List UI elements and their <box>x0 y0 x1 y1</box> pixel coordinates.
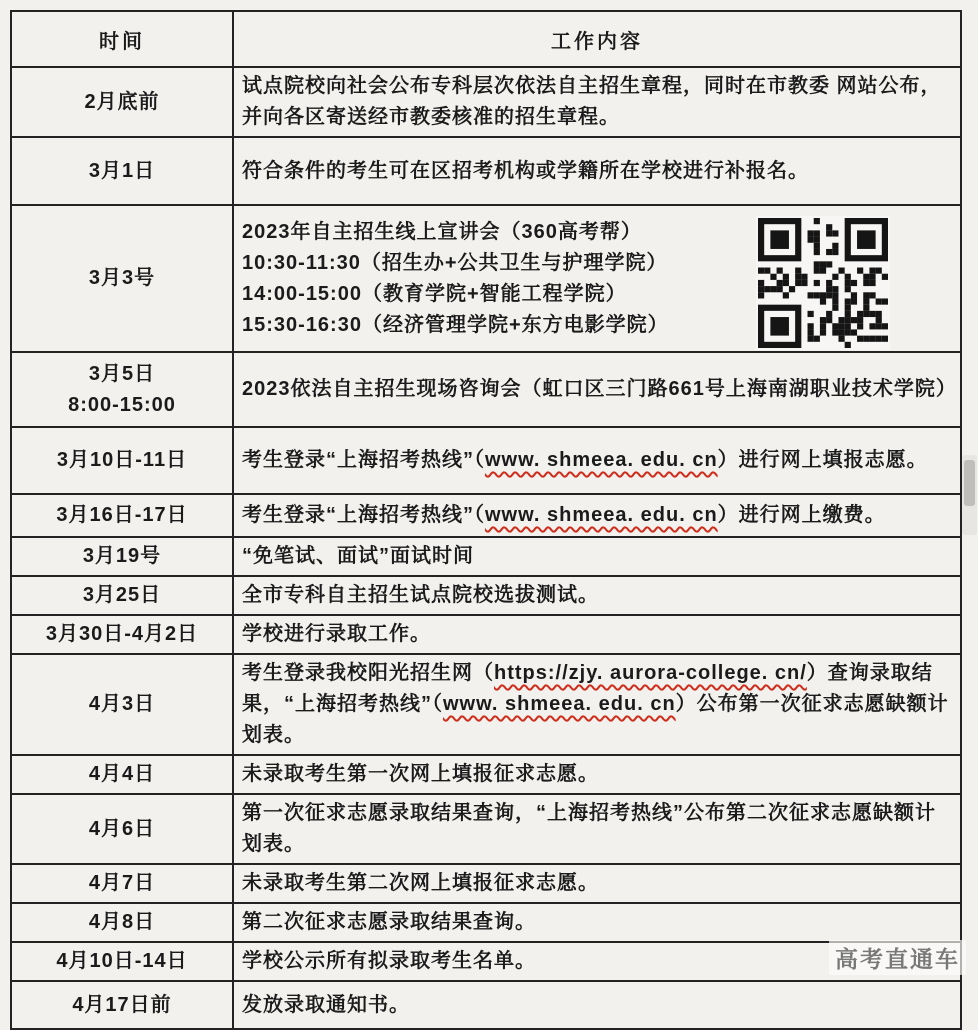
content-text: 考生登录“上海招考热线”（ <box>242 504 485 526</box>
time-line: 4月4日 <box>88 763 156 785</box>
time-cell <box>11 755 233 794</box>
schedule-table <box>10 10 962 1030</box>
table-row <box>11 137 961 205</box>
content-column-header: 工作内容 <box>233 11 961 67</box>
url-text: www. shmeea. edu. cn <box>485 449 718 471</box>
watermark: 高考直通车 <box>829 940 966 975</box>
table-row <box>11 864 961 903</box>
content-line <box>242 907 950 938</box>
time-line: 3月25日 <box>82 584 162 606</box>
table-row <box>11 981 961 1029</box>
time-cell <box>11 137 233 205</box>
content-text: ）查询录取结果，“上海招考热线”（ <box>242 662 933 715</box>
content-text: ）进行网上填报志愿。 <box>717 449 928 471</box>
time-cell <box>11 864 233 903</box>
table-row <box>11 615 961 654</box>
content-text: 符合条件的考生可在区招考机构或学籍所在学校进行补报名。 <box>242 159 809 182</box>
url-text: www. shmeea. edu. cn <box>485 504 718 526</box>
content-cell <box>233 981 961 1029</box>
table-row <box>11 794 961 864</box>
content-cell <box>233 654 961 755</box>
time-cell <box>11 981 233 1029</box>
content-line <box>242 619 950 650</box>
content-text: 第二次征求志愿录取结果查询。 <box>242 911 536 933</box>
content-text: ）进行网上缴费。 <box>717 504 886 526</box>
content-text: ）公布第一次征求志愿缺额计划表。 <box>242 693 949 746</box>
content-line <box>242 445 950 476</box>
content-text: “免笔试、面试”面试时间 <box>242 545 474 567</box>
table-row <box>11 576 961 615</box>
content-text: 未录取考生第二次网上填报征求志愿。 <box>242 872 599 894</box>
header-row <box>11 11 961 67</box>
time-line: 3月10日-11日 <box>56 449 188 471</box>
table-row <box>11 352 961 427</box>
table-row <box>11 755 961 794</box>
time-cell <box>11 205 233 352</box>
time-line: 3月3号 <box>88 267 156 289</box>
time-cell <box>11 67 233 137</box>
time-cell <box>11 494 233 537</box>
content-line <box>242 580 950 611</box>
time-cell <box>11 903 233 942</box>
content-text: 发放录取通知书。 <box>242 993 410 1016</box>
content-line <box>242 156 950 187</box>
table-row <box>11 494 961 537</box>
content-text: 2023依法自主招生现场咨询会（虹口区三门路661号上海南湖职业技术学院） <box>242 378 957 400</box>
content-text: 学校公示所有拟录取考生名单。 <box>242 950 536 972</box>
time-line: 3月16日-17日 <box>56 504 188 526</box>
content-line <box>242 990 950 1021</box>
content-cell <box>233 755 961 794</box>
content-line <box>242 374 957 405</box>
qr-code <box>756 216 890 350</box>
time-cell <box>11 615 233 654</box>
content-cell <box>233 205 961 352</box>
time-line: 2月底前 <box>84 90 160 113</box>
content-line <box>242 798 950 860</box>
time-cell <box>11 352 233 427</box>
url-text: https://zjy. aurora-college. cn/ <box>494 662 807 684</box>
content-line <box>242 71 950 133</box>
content-cell <box>233 67 961 137</box>
time-column-header: 时间 <box>11 11 233 67</box>
table-row <box>11 205 961 352</box>
time-cell <box>11 576 233 615</box>
content-cell <box>233 537 961 576</box>
content-text: 试点院校向社会公布专科层次依法自主招生章程，同时在市教委 网站公布，并向各区寄送经市教委核准的招生章程。 <box>242 75 942 128</box>
content-line <box>242 500 950 531</box>
time-line: 4月10日-14日 <box>56 950 188 972</box>
content-line <box>242 658 950 751</box>
time-cell <box>11 537 233 576</box>
time-line: 3月1日 <box>88 159 156 182</box>
content-cell <box>233 494 961 537</box>
content-line <box>242 868 950 899</box>
content-line <box>242 541 950 572</box>
time-cell <box>11 654 233 755</box>
table-row <box>11 67 961 137</box>
content-cell <box>233 576 961 615</box>
time-line: 4月6日 <box>88 817 156 840</box>
content-cell <box>233 864 961 903</box>
content-cell <box>233 615 961 654</box>
scrollbar-thumb[interactable] <box>964 460 975 506</box>
content-text: 14:00-15:00（教育学院+智能工程学院） <box>242 282 627 305</box>
content-text: 学校进行录取工作。 <box>242 623 431 645</box>
content-cell <box>233 427 961 494</box>
time-line: 3月5日 <box>88 362 156 385</box>
content-text: 全市专科自主招生试点院校选拔测试。 <box>242 584 599 606</box>
time-line: 4月7日 <box>88 872 156 894</box>
content-text: 10:30-11:30（招生办+公共卫生与护理学院） <box>242 251 668 274</box>
time-line: 3月19号 <box>82 545 162 567</box>
content-text: 未录取考生第一次网上填报征求志愿。 <box>242 763 599 785</box>
url-text: www. shmeea. edu. cn <box>443 693 676 715</box>
content-cell <box>233 794 961 864</box>
content-cell <box>233 903 961 942</box>
time-line: 4月8日 <box>88 911 156 933</box>
content-text: 15:30-16:30（经济管理学院+东方电影学院） <box>242 313 669 336</box>
content-text: 第一次征求志愿录取结果查询，“上海招考热线”公布第二次征求志愿缺额计划表。 <box>242 802 936 855</box>
content-line <box>242 759 950 790</box>
time-line: 4月3日 <box>88 693 156 715</box>
table-row <box>11 537 961 576</box>
content-text: 考生登录我校阳光招生网（ <box>242 662 494 684</box>
table-row <box>11 654 961 755</box>
time-cell <box>11 427 233 494</box>
time-line: 3月30日-4月2日 <box>45 623 199 645</box>
content-text: 考生登录“上海招考热线”（ <box>242 449 485 471</box>
table-row <box>11 942 961 981</box>
content-cell <box>233 137 961 205</box>
time-cell <box>11 942 233 981</box>
time-line: 8:00-15:00 <box>68 393 176 416</box>
table-row <box>11 427 961 494</box>
time-line: 4月17日前 <box>72 993 172 1016</box>
scrollbar-track[interactable] <box>962 455 977 535</box>
time-cell <box>11 794 233 864</box>
table-row <box>11 903 961 942</box>
content-cell <box>233 352 961 427</box>
content-text: 2023年自主招生线上宣讲会（360高考帮） <box>242 220 642 243</box>
